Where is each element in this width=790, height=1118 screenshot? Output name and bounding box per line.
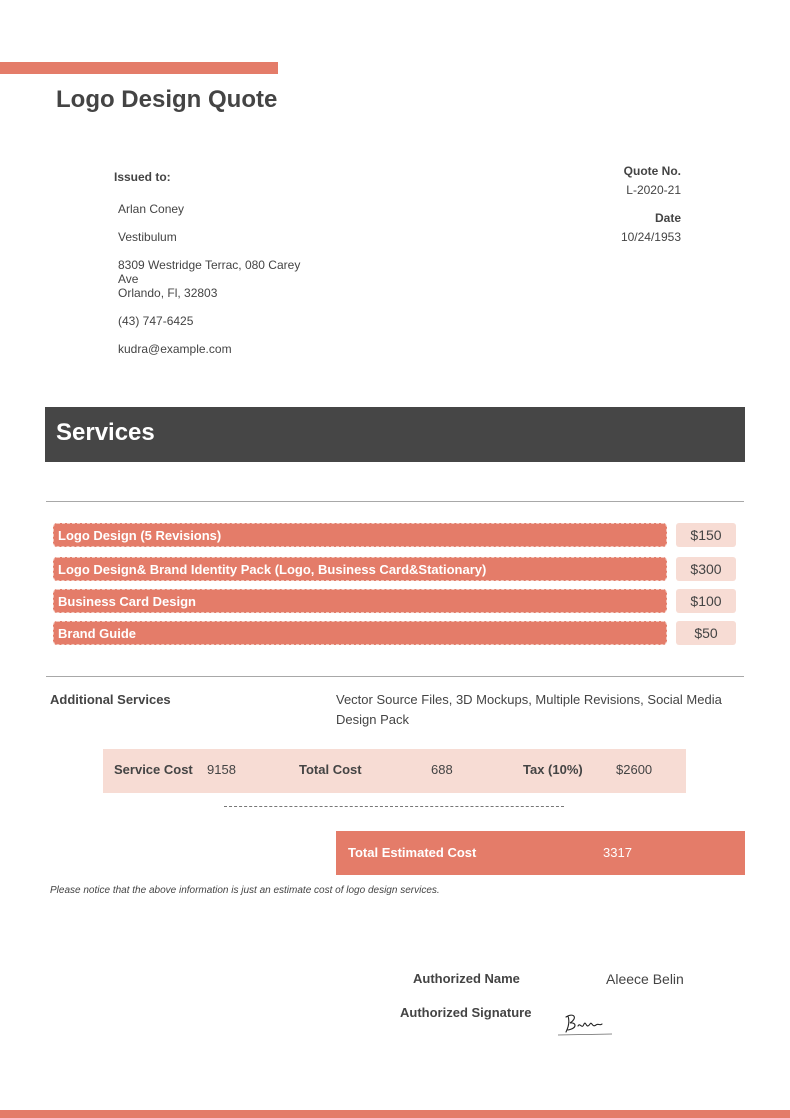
total-cost-value: 688 xyxy=(431,762,453,777)
service-name: Brand Guide xyxy=(58,626,137,641)
service-price: $100 xyxy=(676,589,736,613)
client-name: Arlan Coney xyxy=(118,202,185,216)
quote-number: L-2020-21 xyxy=(626,183,681,197)
service-name: Logo Design (5 Revisions) xyxy=(58,528,222,543)
client-company: Vestibulum xyxy=(118,230,177,244)
service-row xyxy=(53,557,667,581)
service-cost-value: 9158 xyxy=(207,762,236,777)
service-price: $150 xyxy=(676,523,736,547)
tax-value: $2600 xyxy=(616,762,653,777)
services-title: Services xyxy=(56,419,155,446)
page-title: Logo Design Quote xyxy=(56,86,278,113)
top-accent-bar xyxy=(0,62,278,74)
client-address-line2: Orlando, Fl, 32803 xyxy=(118,286,218,300)
service-row xyxy=(53,589,667,613)
quote-number-label: Quote No. xyxy=(623,164,681,178)
issued-to-label: Issued to: xyxy=(114,170,171,184)
authorized-name-label: Authorized Name xyxy=(413,971,520,986)
tax-label: Tax (10%) xyxy=(523,762,583,777)
authorized-signature-label: Authorized Signature xyxy=(400,1005,532,1020)
client-phone: (43) 747-6425 xyxy=(118,314,194,328)
service-name: Logo Design& Brand Identity Pack (Logo, Business Card&Stationary) xyxy=(58,562,487,577)
authorized-name: Aleece Belin xyxy=(606,971,684,987)
service-cost-label: Service Cost xyxy=(114,762,193,777)
service-price: $300 xyxy=(676,557,736,581)
total-estimated-label: Total Estimated Cost xyxy=(348,845,477,860)
date-label: Date xyxy=(654,211,681,225)
service-row xyxy=(53,621,667,645)
client-address-line1: 8309 Westridge Terrac, 080 Carey Ave xyxy=(118,258,301,286)
service-row xyxy=(53,523,667,547)
additional-services-text: Vector Source Files, 3D Mockups, Multiple Revisions, Social Media Design Pack xyxy=(336,692,722,727)
signature-image xyxy=(556,1008,616,1038)
bottom-accent-bar xyxy=(0,1110,790,1118)
service-price: $50 xyxy=(676,621,736,645)
divider xyxy=(46,676,744,677)
divider xyxy=(46,501,744,502)
quote-date: 10/24/1953 xyxy=(620,230,681,244)
additional-services-label: Additional Services xyxy=(50,692,171,707)
client-email[interactable]: kudra@example.com xyxy=(118,342,232,356)
service-name: Business Card Design xyxy=(58,594,196,609)
estimate-notice: Please notice that the above information is just an estimate cost of logo design services. xyxy=(50,885,440,896)
total-estimated-value: 3317 xyxy=(603,845,632,860)
total-cost-label: Total Cost xyxy=(299,762,362,777)
dashed-divider xyxy=(224,806,564,807)
